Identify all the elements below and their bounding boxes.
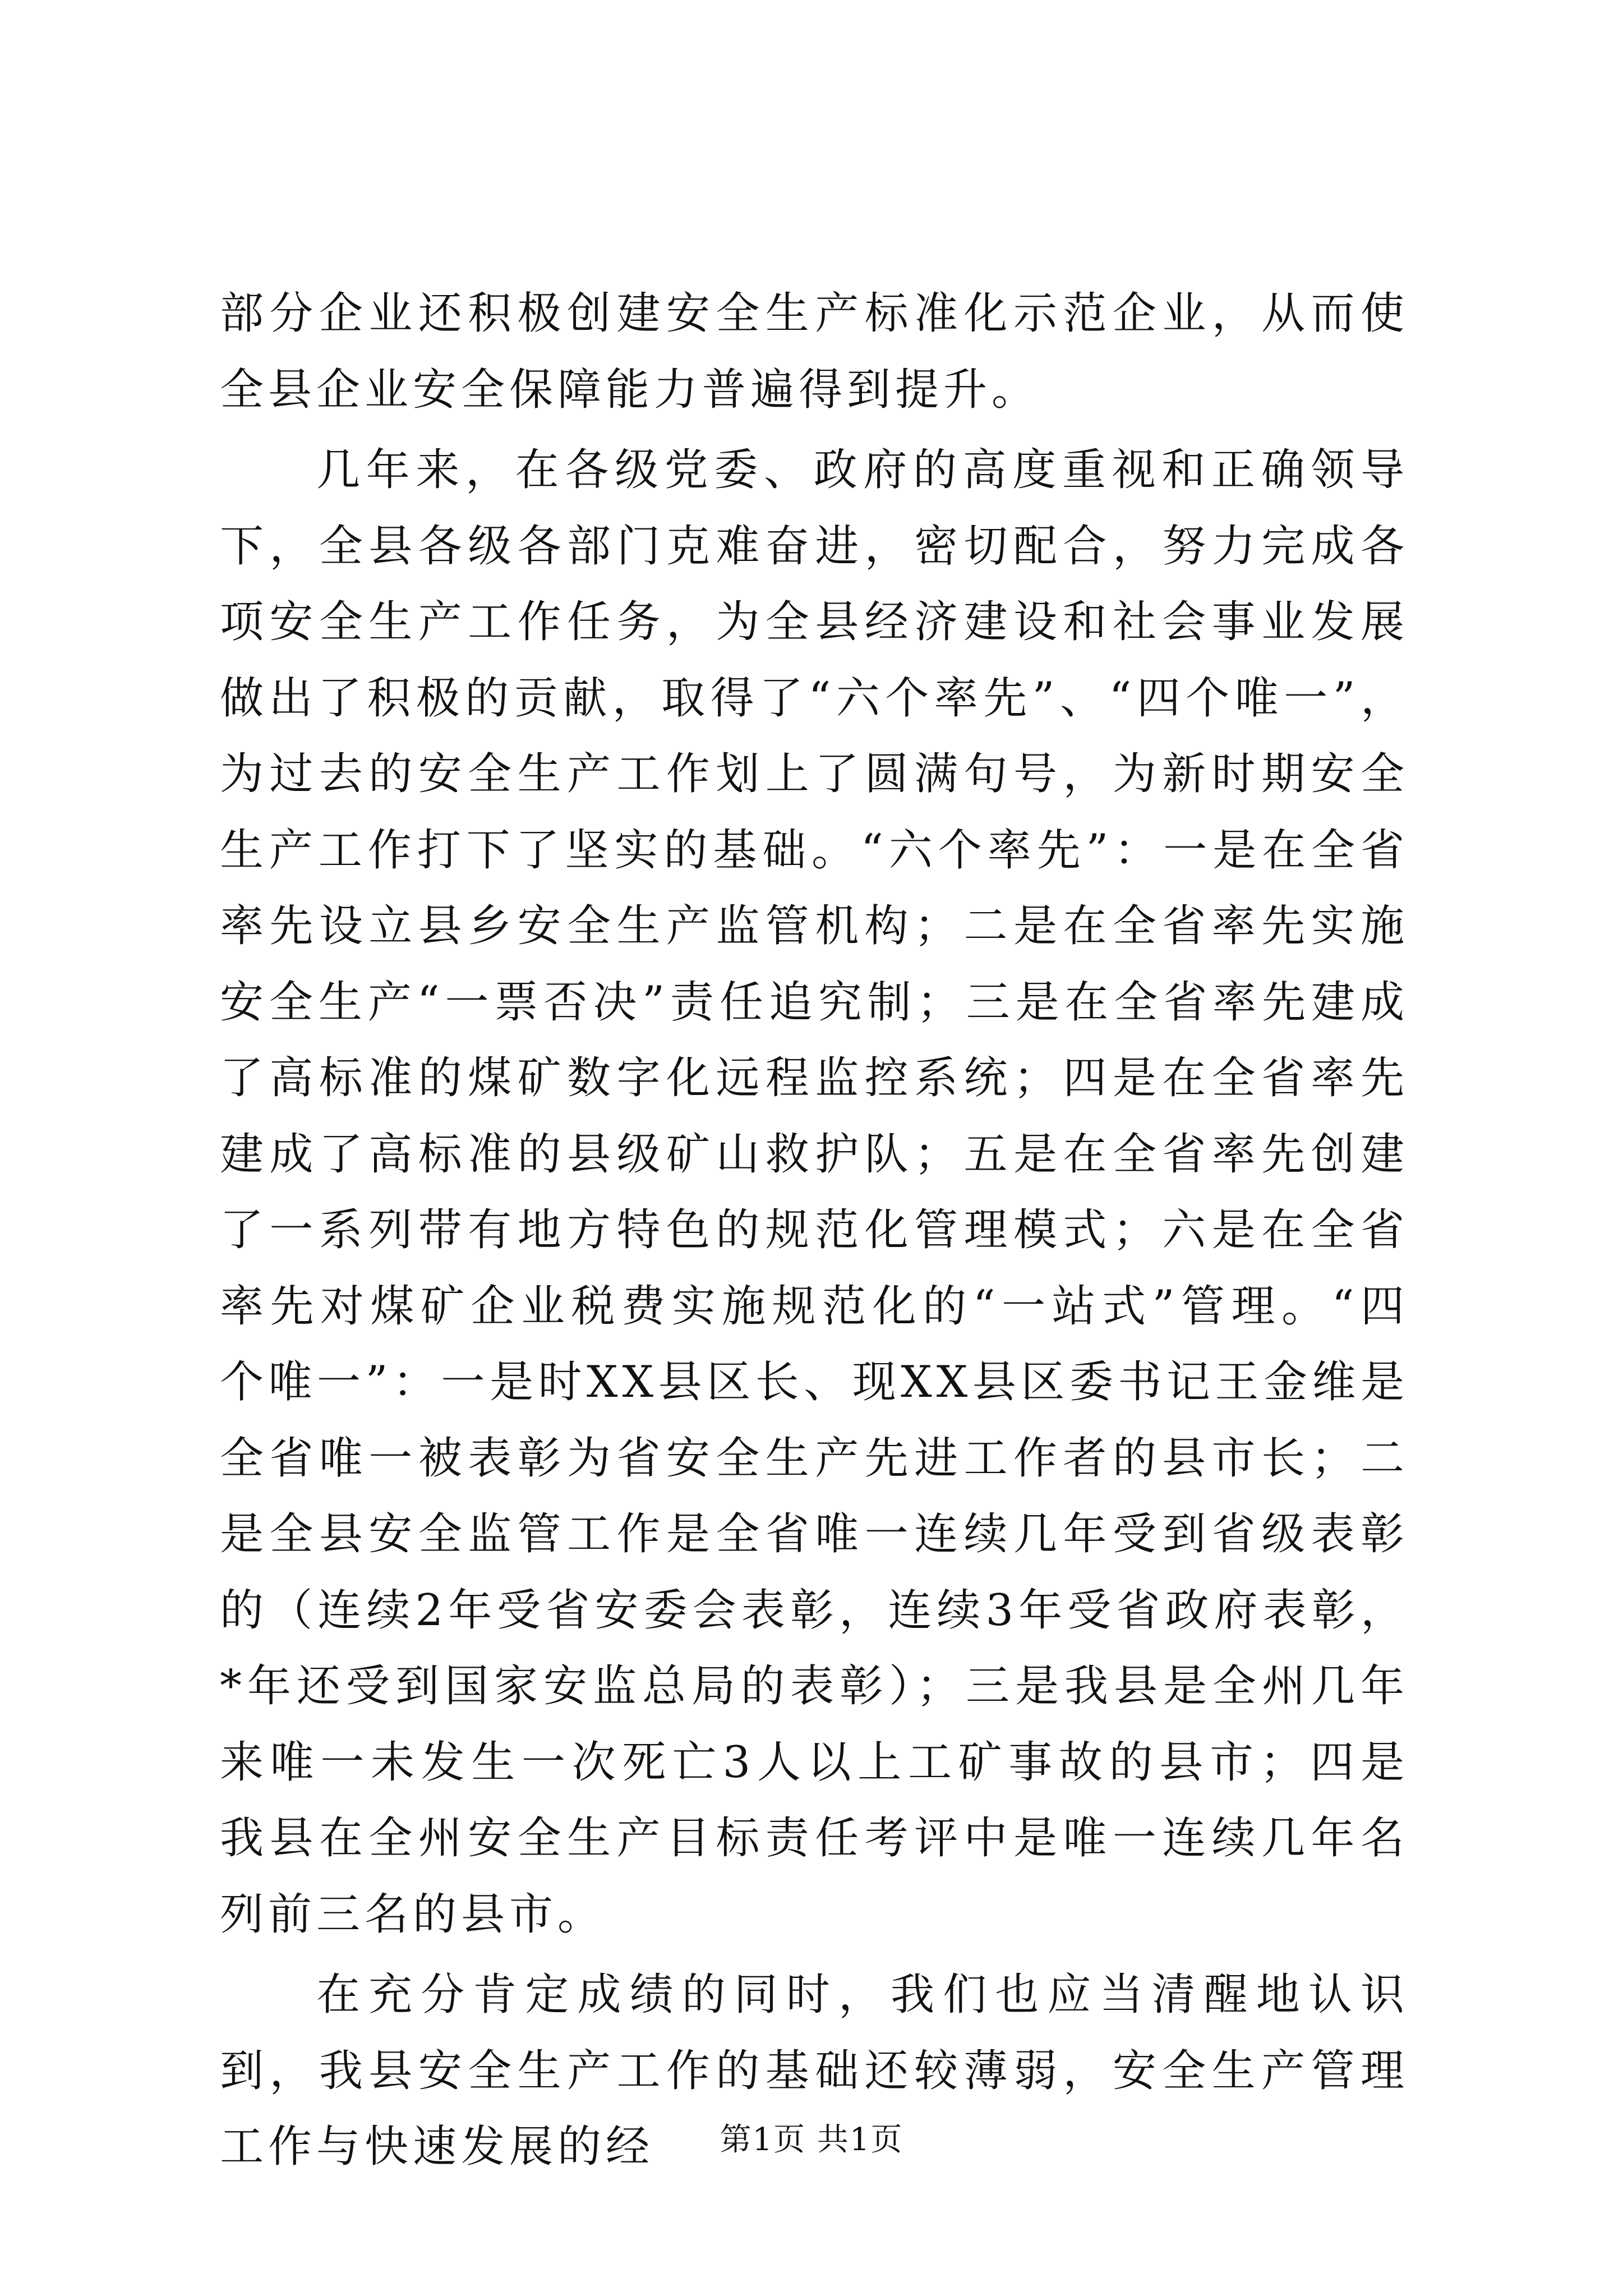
paragraph-challenges: 在充分肯定成绩的同时，我们也应当清醒地认识到，我县安全生产工作的基础还较薄弱，安全生产管理工作与快速发展的经 bbox=[220, 1970, 1409, 2172]
paragraph-continuation: 部分企业还积极创建安全生产标准化示范企业，从而使全县企业安全保障能力普遍得到提升。 bbox=[220, 288, 1409, 415]
paragraph-achievements: 几年来，在各级党委、政府的高度重视和正确领导下，全县各级各部门克难奋进，密切配合，努力完成各项安全生产工作任务，为全县经济建设和社会事业发展做出了积极的贡献，取得了“六个率先”、“四个唯一”，为过去的安全生产工作划上了圆满句号，为新时期安全生产工作打下了坚实的基础。“六个率先”：一是在全省率先设立县乡安全生产监管机构；二是在全省率先实施安全生产“一票否决”责任追究制；三是在全省率先建成了高标准的煤矿数字化远程监控系统；四是在全省率先建成了高标准的县级矿山救护队；五是在全省率先创建了一系列带有地方特色的规范化管理模式；六是在全省率先对煤矿企业税费实施规范化的“一站式”管理。“四个唯一”：一是时XX县区长、现XX县区委书记王金维是全省唯一被表彰为省安全生产先进工作者的县市长；二是全县安全监管工作是全省唯一连续几年受到省级表彰的（连续2年受省安委会表彰，连续3年受省政府表彰，*年还受到国家安监总局的表彰）；三是我县是全州几年来唯一未发生一次死亡3人以上工矿事故的县市；四是我县在全州安全生产目标责任考评中是唯一连续几年名列前三名的县市。 bbox=[220, 445, 1409, 1940]
page-footer: 第1页 共1页 bbox=[720, 2122, 903, 2158]
document-body bbox=[220, 276, 1409, 2190]
